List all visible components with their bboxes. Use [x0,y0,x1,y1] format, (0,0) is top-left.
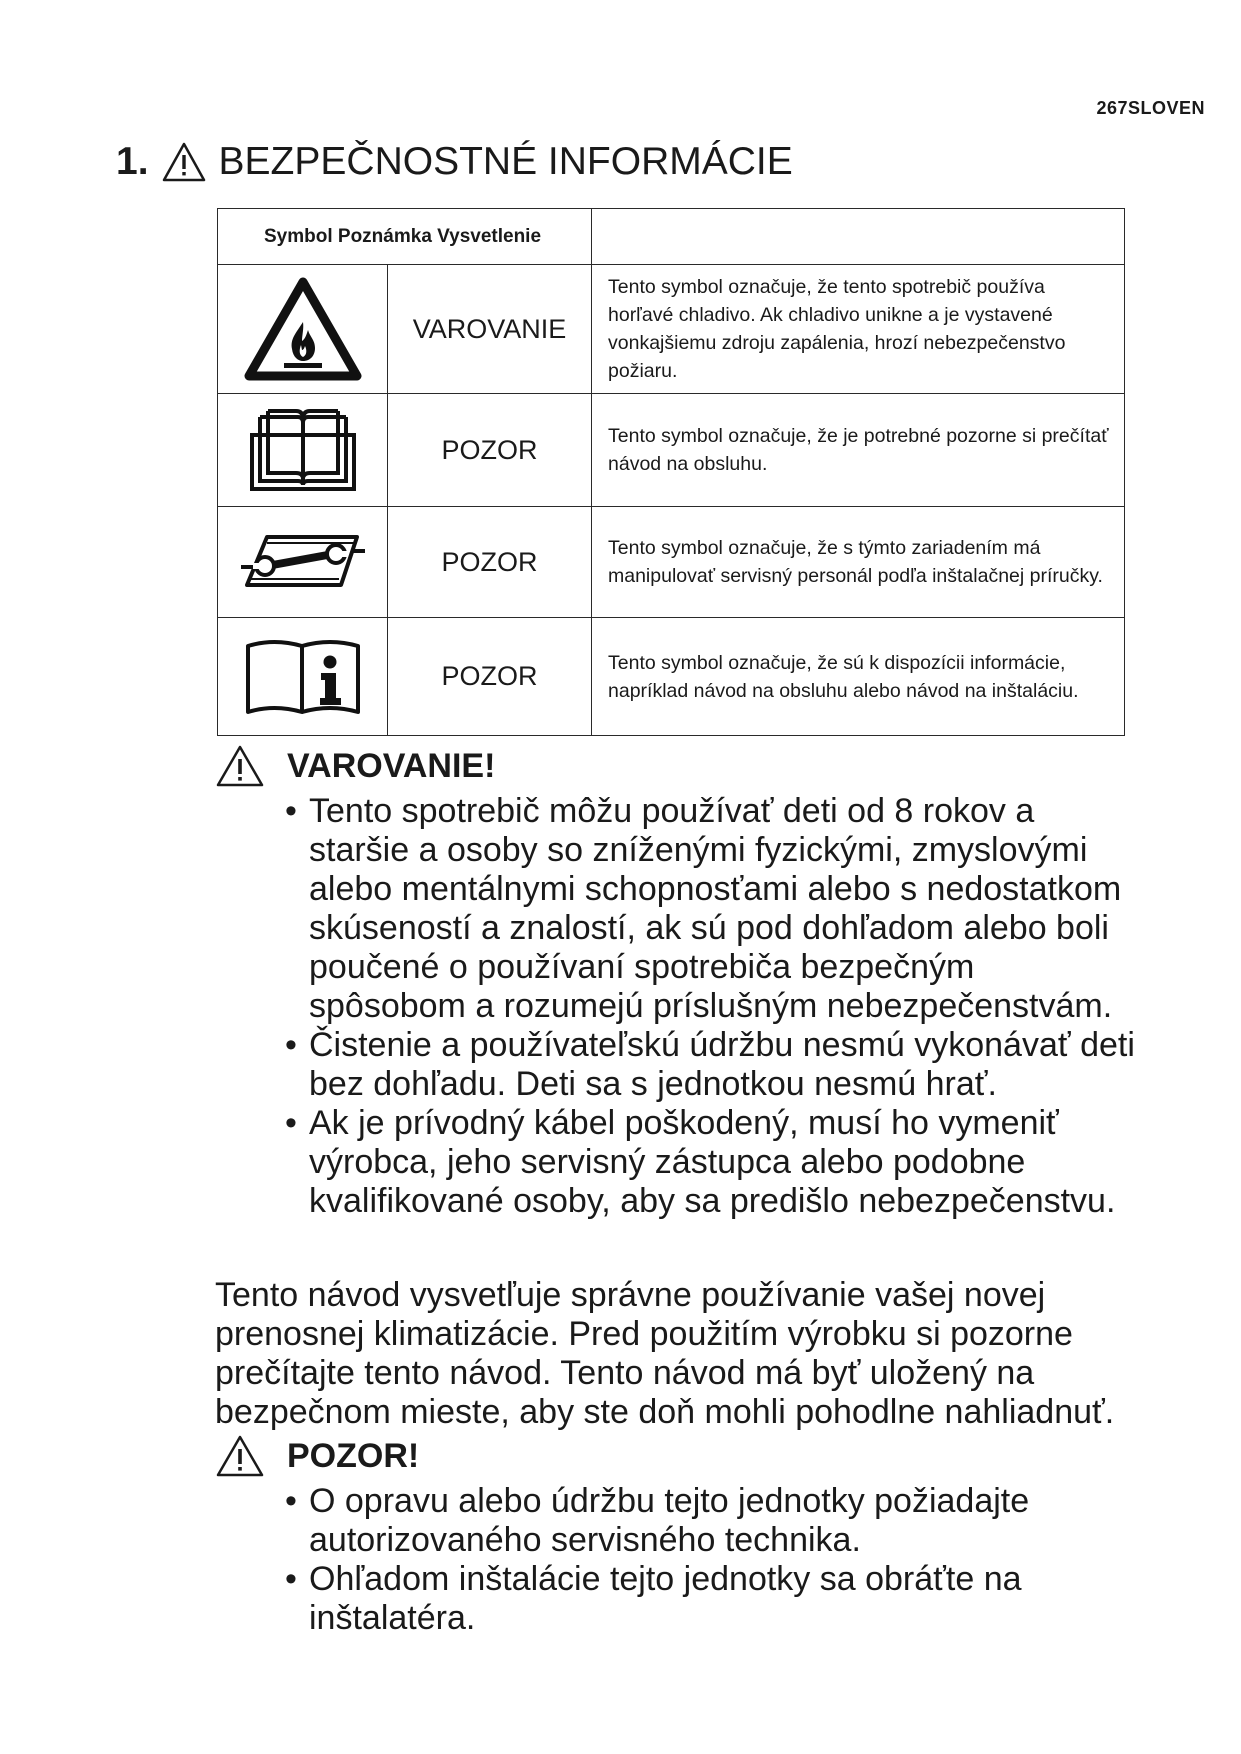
service-manual-icon [237,533,369,591]
warning-heading-text: VAROVANIE! [287,746,496,785]
caution-block [215,1434,1135,1638]
caution-list [215,1482,1135,1638]
warning-heading [215,744,1135,788]
note-cell: VAROVANIE [388,265,592,394]
page-number: 267SLOVEN [1096,98,1205,118]
table-row [218,265,1125,394]
symbol-cell [218,507,388,618]
list-item: • O opravu alebo údržbu tejto jednotky požiadajte autorizovaného servisného technika. [285,1482,1135,1560]
explanation-cell: Tento symbol označuje, že tento spotrebič používa horľavé chladivo. Ak chladivo unikne a je vystavené vonkajšiemu zdroju zapálenia, hrozí nebezpečenstvo požiaru. [592,265,1125,394]
section-title-text: BEZPEČNOSTNÉ INFORMÁCIE [218,140,793,183]
caution-heading [215,1434,1135,1478]
symbol-cell [218,394,388,507]
warning-triangle-icon [215,744,265,788]
table-row [218,394,1125,507]
warning-list [215,792,1135,1221]
table-row [218,618,1125,736]
explanation-cell: Tento symbol označuje, že je potrebné pozorne si prečítať návod na obsluhu. [592,394,1125,507]
section-number: 1. [116,140,149,183]
explanation-cell: Tento symbol označuje, že s týmto zariadením má manipulovať servisný personál podľa inštalačnej príručky. [592,507,1125,618]
caution-heading-text: POZOR! [287,1436,420,1475]
symbol-table-header-empty [592,209,1125,265]
section-title [116,140,793,184]
list-item: • Ohľadom inštalácie tejto jednotky sa obráťte na inštalatéra. [285,1560,1135,1638]
flammable-warning-icon [244,277,362,381]
info-manual-icon [244,636,362,718]
symbol-cell [218,618,388,736]
list-item: • Tento spotrebič môžu používať deti od 8 rokov a staršie a osoby so zníženými fyzickými, zmyslovými alebo mentálnymi schopnosťami alebo s nedostatkom skúseností a znalostí, ak sú pod dohľadom alebo boli poučené o používaní spotrebiča bezpečným spôsobom a rozumejú príslušným nebezpečenstvám. [285,792,1135,1026]
note-cell: POZOR [388,394,592,507]
symbol-table [217,208,1125,736]
explanation-cell: Tento symbol označuje, že sú k dispozícii informácie, napríklad návod na obsluhu alebo návod na inštaláciu. [592,618,1125,736]
table-row [218,507,1125,618]
list-item: • Ak je prívodný kábel poškodený, musí ho vymeniť výrobca, jeho servisný zástupca alebo podobne kvalifikované osoby, aby sa predišlo nebezpečenstvu. [285,1104,1135,1221]
note-cell: POZOR [388,507,592,618]
symbol-cell [218,265,388,394]
intro-paragraph: Tento návod vysvetľuje správne používanie vašej novej prenosnej klimatizácie. Pred použitím výrobku si pozorne prečítajte tento návod. Tento návod má byť uložený na bezpečnom mieste, aby ste doň mohli pohodlne nahliadnuť. [215,1276,1115,1431]
read-manual-icon [248,407,358,493]
warning-triangle-icon [215,1434,265,1478]
symbol-table-header: Symbol Poznámka Vysvetlenie [218,209,592,265]
warning-block [215,744,1135,1221]
note-cell: POZOR [388,618,592,736]
list-item: • Čistenie a používateľskú údržbu nesmú vykonávať deti bez dohľadu. Deti sa s jednotkou nesmú hrať. [285,1026,1135,1104]
warning-triangle-icon [161,141,207,183]
symbol-table-header-row [218,209,1125,265]
